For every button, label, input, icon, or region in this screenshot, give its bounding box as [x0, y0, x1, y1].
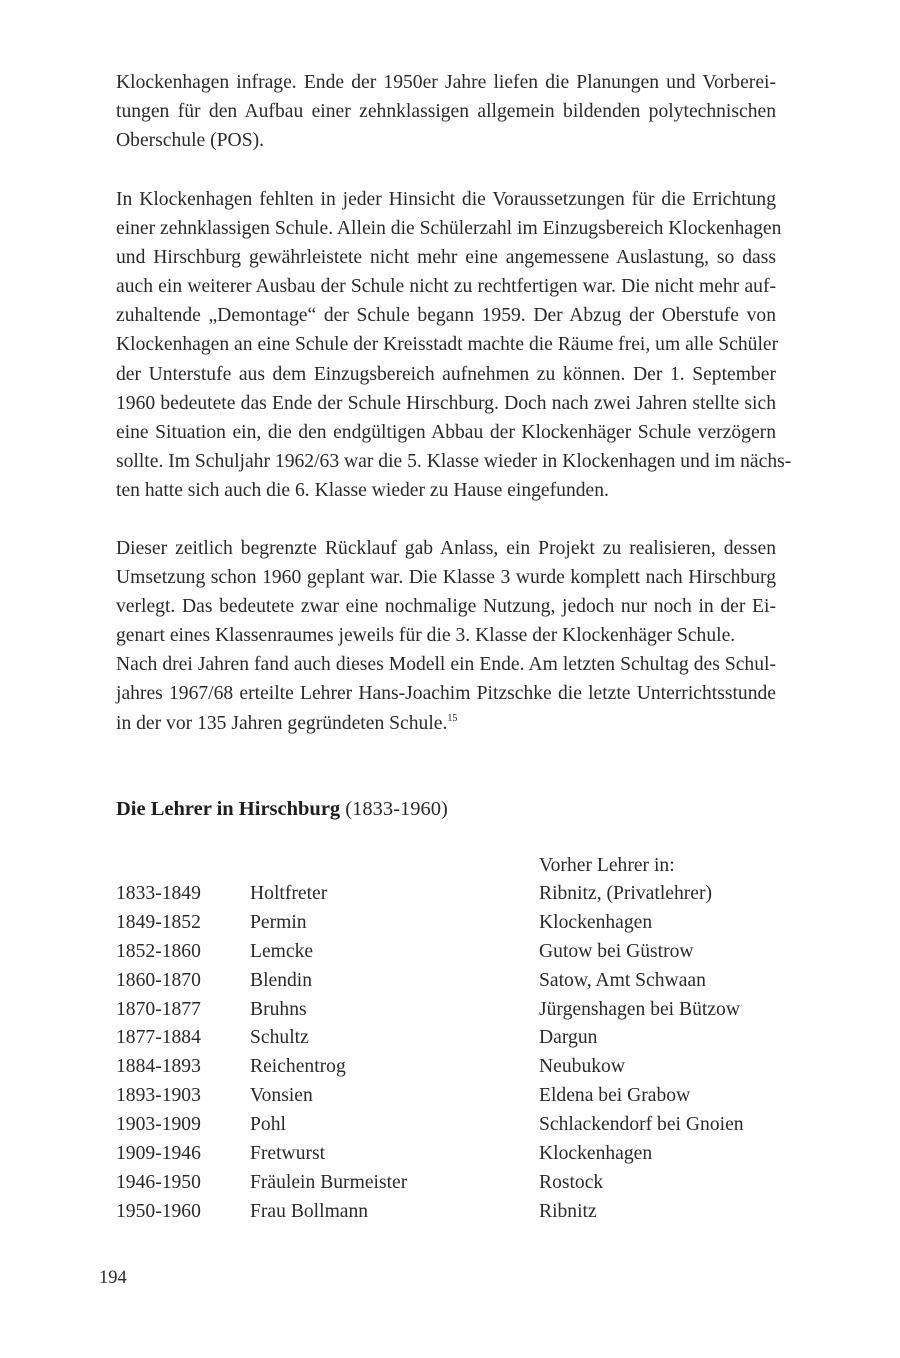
teacher-years: 1833-1849: [116, 883, 201, 904]
teacher-row: [116, 1024, 816, 1053]
teacher-previous-location: Rostock: [539, 1171, 604, 1193]
teacher-previous-location: Ribnitz: [539, 1200, 597, 1222]
teacher-years: 1884-1893: [116, 1056, 201, 1078]
text-line: [116, 709, 776, 738]
teacher-years: 1946-1950: [116, 1171, 201, 1193]
text-line: und Hirschburg gewährleistete nicht mehr eine angemessene Auslastung, so dass: [116, 247, 776, 269]
teacher-years: 1852-1860: [116, 940, 201, 962]
teacher-previous-location: Klockenhagen: [539, 911, 653, 933]
teacher-row: [116, 909, 816, 938]
text-line: zuhaltende „Demontage“ der Schule begann 1959. Der Abzug der Oberstufe von: [116, 305, 776, 327]
teacher-previous-location: Neubukow: [539, 1056, 625, 1078]
teacher-years: 1860-1870: [116, 969, 201, 991]
teacher-row: [116, 880, 816, 909]
teacher-name: Pohl: [250, 1114, 286, 1136]
teacher-name: Blendin: [250, 969, 313, 991]
text-line: sollte. Im Schuljahr 1962/63 war die 5. Klasse wieder in Klockenhagen und im nächs-: [116, 450, 792, 472]
text-line: einer zehnklassigen Schule. Allein die Schülerzahl im Einzugsbereich Klockenhagen: [116, 218, 782, 240]
section-title-range: (1833-1960): [345, 798, 448, 820]
text-line: eine Situation ein, die den endgültigen Abbau der Klockenhäger Schule verzögern: [116, 421, 776, 443]
teacher-row: [116, 1082, 816, 1111]
section-heading: [116, 795, 448, 823]
teacher-years: 1877-1884: [116, 1027, 201, 1049]
teacher-name: Frau Bollmann: [250, 1200, 369, 1222]
text-line: 1960 bedeutete das Ende der Schule Hirschburg. Doch nach zwei Jahren stellte sich: [116, 392, 776, 414]
paragraph-3: [116, 534, 776, 738]
teacher-years: 1849-1852: [116, 911, 201, 933]
text-line: Umsetzung schon 1960 geplant war. Die Klasse 3 wurde komplett nach Hirschburg: [116, 567, 776, 589]
teacher-previous-location: Schlackendorf bei Gnoien: [539, 1114, 744, 1136]
teacher-row: [116, 967, 816, 996]
teacher-row: [116, 1140, 816, 1169]
teacher-years: 1903-1909: [116, 1114, 201, 1136]
teacher-row: [116, 938, 816, 967]
text-line: Klockenhagen an eine Schule der Kreisstadt machte die Räume frei, um alle Schüler: [116, 334, 779, 356]
text-line: ten hatte sich auch die 6. Klasse wieder zu Hause eingefunden.: [116, 479, 609, 501]
teacher-name: Lemcke: [250, 940, 314, 962]
teacher-name: Schultz: [250, 1027, 309, 1049]
teacher-name: Holtfreter: [250, 883, 328, 904]
column-header-previous: Vorher Lehrer in:: [539, 855, 675, 876]
teacher-previous-location: Klockenhagen: [539, 1143, 653, 1165]
teacher-years: 1870-1877: [116, 998, 201, 1020]
teacher-name: Vonsien: [250, 1085, 313, 1107]
teacher-previous-location: Eldena bei Grabow: [539, 1085, 691, 1107]
teacher-name: Fretwurst: [250, 1143, 326, 1165]
section-title-bold: Die Lehrer in Hirschburg: [116, 798, 341, 820]
teacher-previous-location: Ribnitz, (Privatlehrer): [539, 883, 713, 904]
teacher-row: [116, 996, 816, 1025]
text-line: Oberschule (POS).: [116, 130, 265, 152]
text-line: genart eines Klassenraumes jeweils für die 3. Klasse der Klockenhäger Schule.: [116, 625, 736, 647]
text-line: der Unterstufe aus dem Einzugsbereich aufnehmen zu können. Der 1. September: [116, 363, 776, 385]
paragraph-1: [116, 68, 776, 155]
teachers-list: [116, 880, 816, 1227]
teacher-name: Bruhns: [250, 998, 307, 1020]
text-line-content: in der vor 135 Jahren gegründeten Schule.: [116, 712, 448, 734]
text-line: Klockenhagen infrage. Ende der 1950er Jahre liefen die Planungen und Vorberei-: [116, 72, 776, 93]
text-line: verlegt. Das bedeutete zwar eine nochmalige Nutzung, jedoch nur noch in der Ei-: [116, 596, 776, 618]
teacher-row: [116, 1198, 816, 1227]
teacher-years: 1909-1946: [116, 1143, 201, 1165]
teacher-name: Reichentrog: [250, 1056, 346, 1078]
text-line: In Klockenhagen fehlten in jeder Hinsicht die Voraussetzungen für die Errichtung: [116, 189, 776, 210]
teacher-years: 1893-1903: [116, 1085, 201, 1107]
teacher-name: Permin: [250, 911, 307, 933]
text-line: jahres 1967/68 erteilte Lehrer Hans-Joachim Pitzschke die letzte Unterrichtsstunde: [116, 683, 776, 705]
paragraph-2: [116, 185, 792, 505]
teacher-previous-location: Dargun: [539, 1027, 598, 1049]
teacher-years: 1950-1960: [116, 1200, 201, 1222]
teacher-name: Fräulein Burmeister: [250, 1171, 408, 1193]
teacher-previous-location: Jürgenshagen bei Bützow: [539, 998, 740, 1020]
text-line: tungen für den Aufbau einer zehnklassigen allgemein bildenden polytechnischen: [116, 101, 776, 123]
text-line: Nach drei Jahren fand auch dieses Modell ein Ende. Am letzten Schultag des Schul-: [116, 654, 776, 676]
teacher-row: [116, 1053, 816, 1082]
text-line: auch ein weiterer Ausbau der Schule nicht zu rechtfertigen war. Die nicht mehr auf-: [116, 276, 776, 298]
teacher-row: [116, 1169, 816, 1198]
teacher-previous-location: Satow, Amt Schwaan: [539, 969, 706, 991]
teacher-previous-location: Gutow bei Güstrow: [539, 940, 694, 962]
page-number: 194: [99, 1268, 127, 1288]
text-line: Dieser zeitlich begrenzte Rücklauf gab Anlass, ein Projekt zu realisieren, dessen: [116, 538, 776, 559]
teacher-row: [116, 1111, 816, 1140]
footnote-reference: 15: [447, 712, 458, 724]
